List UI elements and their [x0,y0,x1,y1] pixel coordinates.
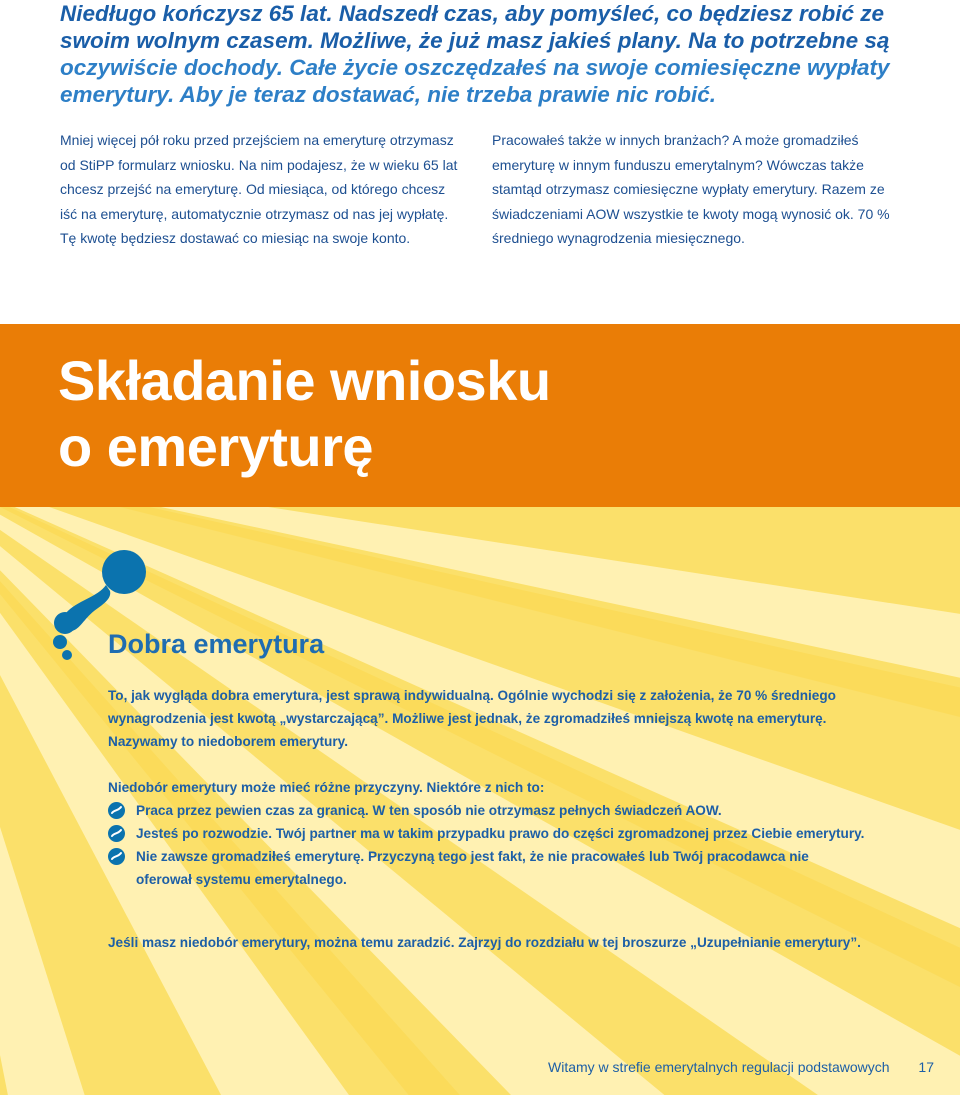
cause-list [108,799,868,891]
intro-line-1: Niedługo kończysz 65 lat. Nadszedł czas, aby pomyśleć, co będziesz robić ze swoim wolnym czasem. Możliwe, że już masz jakieś plany. Na to potrzebne są [60,1,890,53]
intro-column-left: Mniej więcej pół roku przed przejściem na emeryturę otrzymasz od StiPP formularz wniosku. Na nim podajesz, że w wieku 65 lat chcesz przejść na emeryturę. Od miesiąca, od którego chcesz iść na emeryturę, automatycznie otrzymasz od nas jej wypłatę. Tę kwotę będziesz dostawać co miesiąc na swoje konto. [60,132,458,246]
footer-title: Witamy w strefie emerytalnych regulacji podstawowych [548,1059,890,1075]
page-footer [548,1056,938,1078]
cause-list-item-text: Jesteś po rozwodzie. Twój partner ma w takim przypadku prawo do części zgromadzonej przez Ciebie emerytury. [136,826,865,841]
section-banner [0,324,960,507]
cause-list-item [108,845,868,891]
blue-circle-bullet-icon [108,802,125,819]
section-title-line-1: Składanie wniosku [58,349,551,412]
blue-circle-bullet-icon [108,848,125,865]
intro-line-2: oczywiście dochody. Całe życie oszczędzałeś na swoje comiesięczne wypłaty emerytury. Aby je teraz dostawać, nie trzeba prawie nic robić. [60,55,890,107]
page-number: 17 [918,1059,934,1075]
blue-circle-bullet-icon [108,825,125,842]
box-title: Dobra emerytura [108,629,325,659]
section-title [58,348,551,480]
intro-heading [60,0,940,108]
section-title-line-2: o emeryturę [58,415,374,478]
cause-list-item-text: Praca przez pewien czas za granicą. W ten sposób nie otrzymasz pełnych świadczeń AOW. [136,803,722,818]
cause-list-item-text: Nie zawsze gromadziłeś emeryturę. Przyczyną tego jest fakt, że nie pracowałeś lub Twój pracodawca nie oferował systemu emerytalnego. [136,849,809,887]
box-paragraph-2: Niedobór emerytury może mieć różne przyczyny. Niektóre z nich to: [108,780,545,795]
box-paragraph-3: Jeśli masz niedobór emerytury, można temu zaradzić. Zajrzyj do rozdziału w tej broszurze „Uzupełnianie emerytury”. [108,935,861,950]
intro-column-right: Pracowałeś także w innych branżach? A może gromadziłeś emeryturę w innym funduszu emerytalnym? Wówczas także stamtąd otrzymasz comiesięczne wypłaty emerytury. Razem ze świadczeniami AOW wszystkie te kwoty mogą wynosić ok. 70 % średniego wynagrodzenia miesięcznego. [492,132,890,246]
cause-list-item [108,799,868,822]
cause-list-item [108,822,868,845]
box-paragraph-1: To, jak wygląda dobra emerytura, jest sprawą indywidualną. Ogólnie wychodzi się z założenia, że 70 % średniego wynagrodzenia jest kwotą „wystarczającą”. Możliwe jest jednak, że zgromadziłeś mniejszą kwotę na emeryturę. Nazywamy to niedoborem emerytury. [108,688,836,749]
